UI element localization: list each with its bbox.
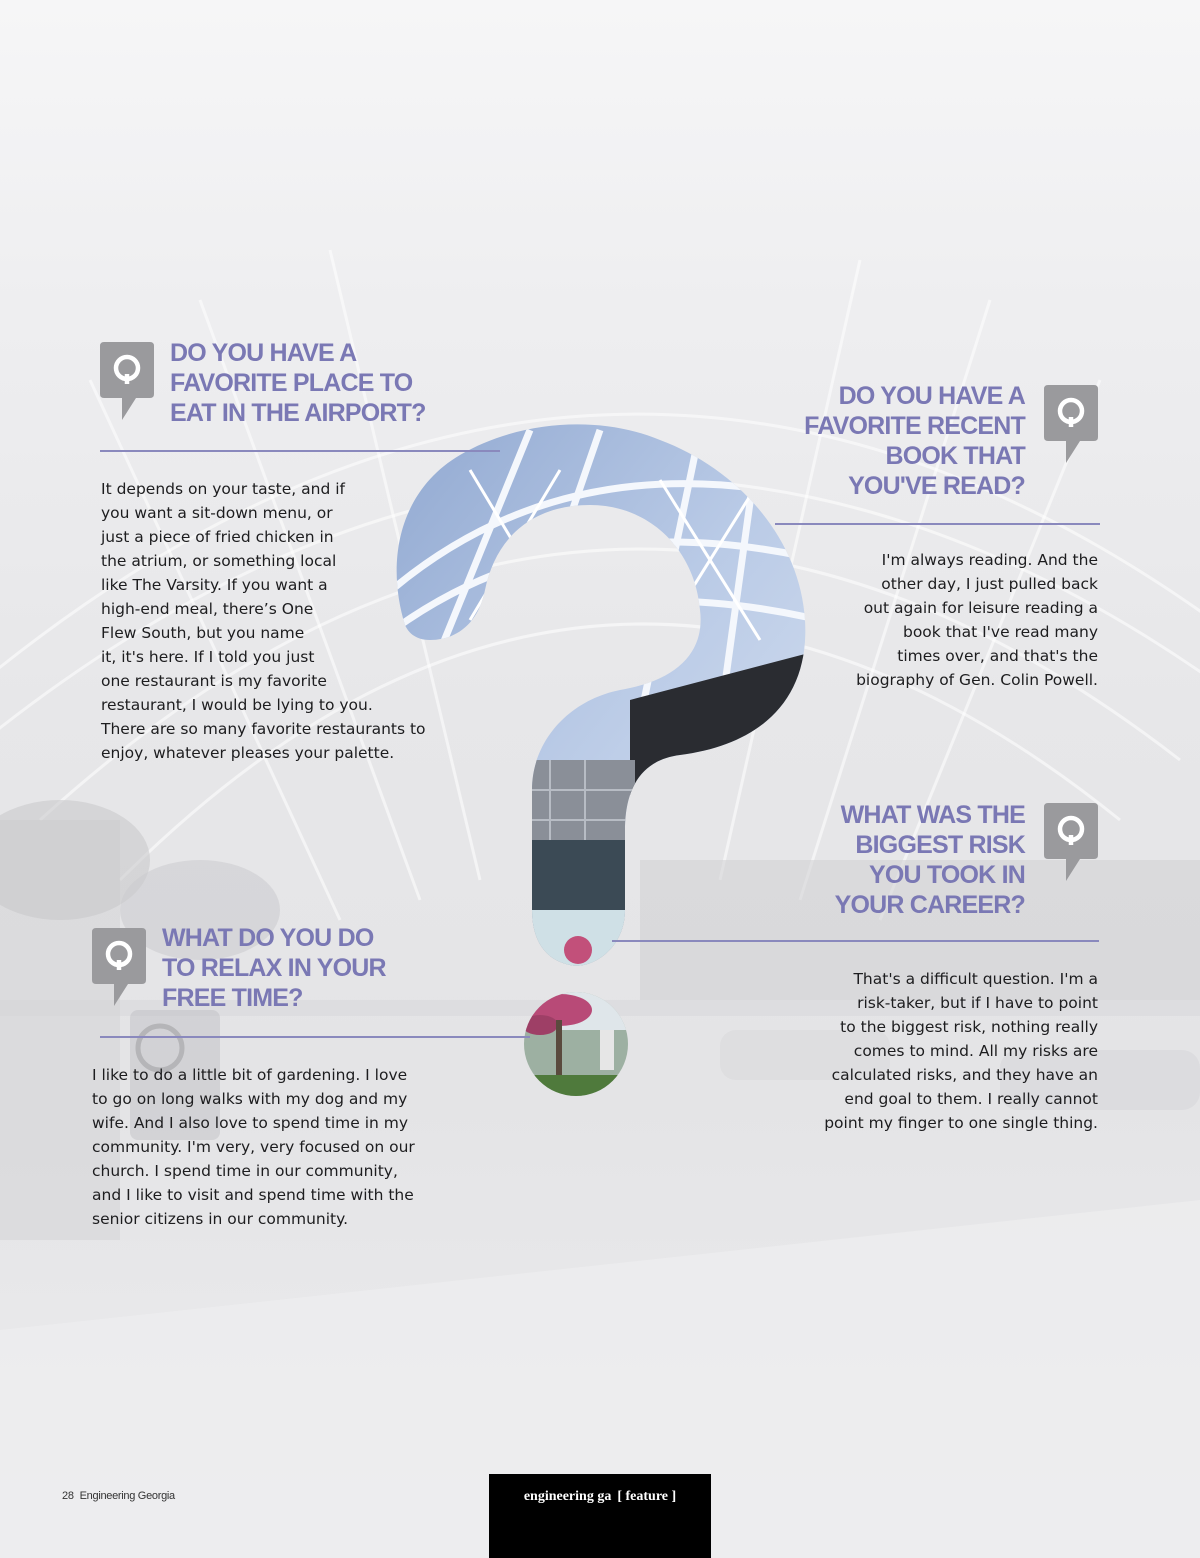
- q-speech-bubble-icon: [1044, 385, 1098, 465]
- answer-line: and I like to visit and spend time with the: [92, 1186, 414, 1204]
- answer-text-1: [101, 477, 426, 765]
- answer-line: I like to do a little bit of gardening. I love: [92, 1066, 408, 1084]
- question-line: WHAT DO YOU DO: [162, 924, 374, 952]
- question-line: YOU TOOK IN: [868, 861, 1025, 889]
- question-line: DO YOU HAVE A: [170, 339, 357, 367]
- page-number: 28: [62, 1490, 74, 1502]
- answer-line: biography of Gen. Colin Powell.: [856, 671, 1098, 689]
- answer-line: to the biggest risk, nothing really: [840, 1018, 1098, 1036]
- answer-line: community. I'm very, very focused on our: [92, 1138, 415, 1156]
- divider-rule: [612, 940, 1099, 942]
- publication-name: Engineering Georgia: [79, 1490, 175, 1502]
- answer-line: church. I spend time in our community,: [92, 1162, 398, 1180]
- answer-line: out again for leisure reading a: [863, 599, 1098, 617]
- question-line: YOU'VE READ?: [848, 472, 1025, 500]
- divider-rule: [775, 523, 1100, 525]
- answer-line: other day, I just pulled back: [881, 575, 1098, 593]
- answer-line: just a piece of fried chicken in: [101, 528, 334, 546]
- question-line: BIGGEST RISK: [855, 831, 1025, 859]
- q-speech-bubble-icon: [1044, 803, 1098, 883]
- answer-line: senior citizens in our community.: [92, 1210, 349, 1228]
- answer-text-2: [856, 548, 1098, 692]
- answer-line: I'm always reading. And the: [881, 551, 1098, 569]
- answer-line: Flew South, but you name: [101, 624, 305, 642]
- answer-line: book that I've read many: [902, 623, 1098, 641]
- answer-line: like The Varsity. If you want a: [101, 576, 328, 594]
- answer-line: you want a sit-down menu, or: [101, 504, 333, 522]
- section-tab-brand: engineering ga: [523, 1489, 612, 1504]
- answer-line: it, it's here. If I told you just: [101, 648, 315, 666]
- answer-line: That's a difficult question. I'm a: [853, 970, 1098, 988]
- answer-line: There are so many favorite restaurants to: [101, 720, 426, 738]
- divider-rule: [100, 1036, 530, 1038]
- q-speech-bubble-icon: [92, 928, 146, 1008]
- answer-text-3: [824, 967, 1098, 1135]
- answer-line: one restaurant is my favorite: [101, 672, 327, 690]
- question-heading-3: [835, 800, 1025, 920]
- answer-line: restaurant, I would be lying to you.: [101, 696, 373, 714]
- answer-line: risk-taker, but if I have to point: [857, 994, 1098, 1012]
- question-heading-4: [162, 923, 386, 1013]
- question-line: FAVORITE RECENT: [804, 412, 1025, 440]
- section-tab: [489, 1474, 711, 1558]
- answer-line: times over, and that's the: [897, 647, 1098, 665]
- answer-line: end goal to them. I really cannot: [844, 1090, 1098, 1108]
- answer-line: point my finger to one single thing.: [824, 1114, 1098, 1132]
- answer-line: to go on long walks with my dog and my: [92, 1090, 408, 1108]
- q-speech-bubble-icon: [100, 342, 154, 422]
- question-line: FREE TIME?: [162, 984, 303, 1012]
- question-line: EAT IN THE AIRPORT?: [170, 399, 426, 427]
- section-tab-label: [ feature ]: [617, 1489, 677, 1504]
- page-footer: [62, 1490, 181, 1502]
- answer-line: comes to mind. All my risks are: [853, 1042, 1098, 1060]
- answer-line: calculated risks, and they have an: [831, 1066, 1098, 1084]
- answer-line: enjoy, whatever pleases your palette.: [101, 744, 395, 762]
- question-line: WHAT WAS THE: [840, 801, 1025, 829]
- question-line: BOOK THAT: [885, 442, 1025, 470]
- answer-line: It depends on your taste, and if: [101, 480, 345, 498]
- question-heading-1: [170, 338, 426, 428]
- divider-rule: [100, 450, 500, 452]
- question-line: YOUR CAREER?: [834, 891, 1025, 919]
- question-line: DO YOU HAVE A: [838, 382, 1025, 410]
- question-line: FAVORITE PLACE TO: [170, 369, 413, 397]
- answer-line: wife. And I also love to spend time in my: [92, 1114, 409, 1132]
- answer-line: high-end meal, there’s One: [101, 600, 314, 618]
- answer-line: the atrium, or something local: [101, 552, 337, 570]
- question-line: TO RELAX IN YOUR: [162, 954, 386, 982]
- answer-text-4: [92, 1063, 415, 1231]
- question-heading-2: [804, 381, 1025, 501]
